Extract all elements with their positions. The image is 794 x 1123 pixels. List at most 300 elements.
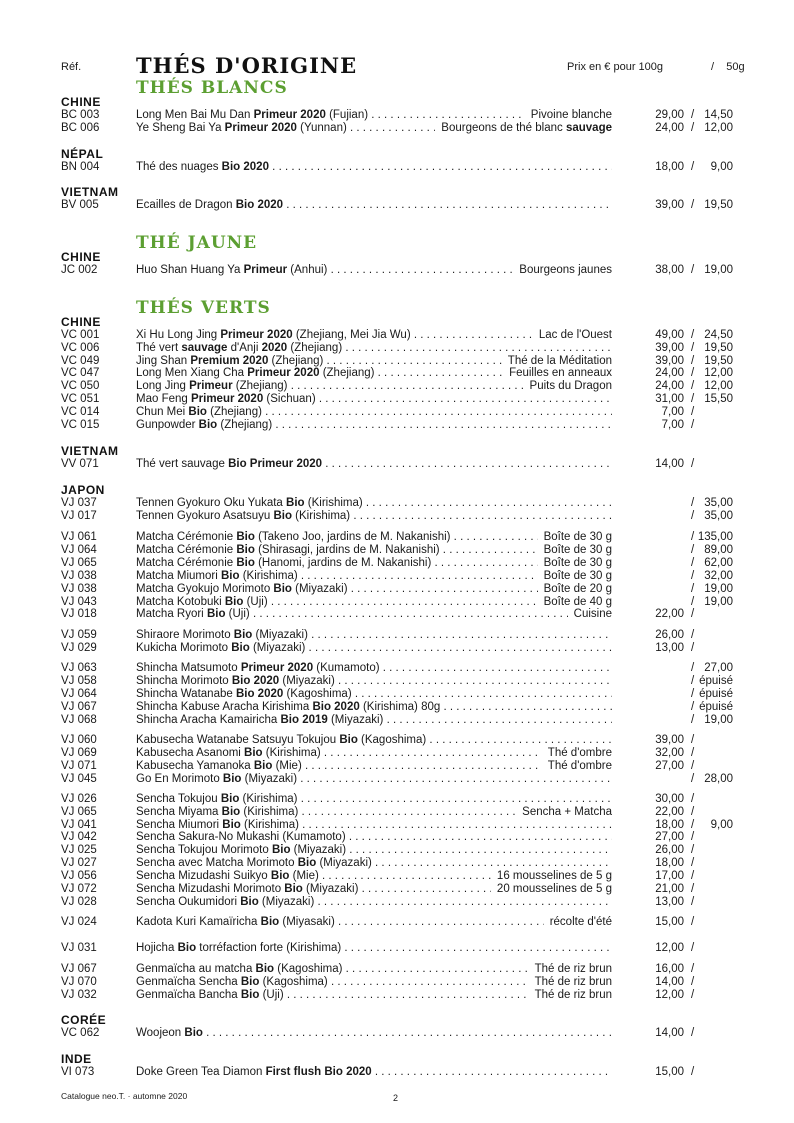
category-title: THÉS BLANCS [136, 78, 288, 98]
tea-name: Genmaïcha Bancha Bio (Uji) . . . [136, 989, 612, 1002]
tea-description: récolte d'été [544, 916, 612, 929]
tea-row [0, 557, 794, 570]
tea-description: Thé d'ombre [542, 760, 612, 773]
price-100g: 22,00 [655, 806, 684, 818]
tea-row [0, 510, 794, 523]
tea-name: Matcha Cérémonie Bio (Shirasagi, jardins de M. Nakanishi) . . . [136, 544, 612, 557]
tea-row [0, 916, 794, 929]
price-column-header [567, 61, 745, 73]
tea-ref-code: VJ 038 [61, 583, 97, 595]
tea-name: Shincha Matsumoto Primeur 2020 (Kumamoto) . . . [136, 662, 612, 675]
price-50g: 35,00 [704, 510, 733, 522]
tea-ref-code: VJ 064 [61, 544, 97, 556]
price-separator: / [691, 714, 695, 726]
tea-name: Shincha Watanabe Bio 2020 (Kagoshima) . . . [136, 688, 612, 701]
tea-name: Thé des nuages Bio 2020 . . . [136, 161, 612, 174]
tea-row [0, 942, 794, 955]
price-50g: 19,00 [704, 583, 733, 595]
tea-name: Sencha Miumori Bio (Kirishima) . . . [136, 819, 612, 832]
price-separator: / [691, 806, 695, 818]
price-50g: 19,00 [704, 714, 733, 726]
price-50g: 19,00 [704, 596, 733, 608]
tea-ref-code: VC 015 [61, 419, 100, 431]
tea-description: Boîte de 20 g [538, 583, 612, 596]
tea-row [0, 989, 794, 1002]
price-50g: 15,50 [704, 393, 733, 405]
tea-ref-code: VJ 069 [61, 747, 97, 759]
price-50g: 35,00 [704, 497, 733, 509]
tea-ref-code: VJ 043 [61, 596, 97, 608]
tea-row [0, 701, 794, 714]
tea-row [0, 380, 794, 393]
price-separator: / [691, 393, 695, 405]
price-50g: 12,00 [704, 367, 733, 379]
price-50g: 19,50 [704, 199, 733, 211]
tea-description: 20 mousselines de 5 g [491, 883, 612, 896]
price-separator: / [691, 793, 695, 805]
price-100g: 38,00 [655, 264, 684, 276]
tea-description: Bourgeons jaunes [513, 264, 612, 277]
tea-ref-code: VJ 032 [61, 989, 97, 1001]
price-separator: / [691, 570, 695, 582]
tea-ref-code: JC 002 [61, 264, 98, 276]
tea-name: Long Men Bai Mu Dan Primeur 2020 (Fujian) . . . [136, 109, 612, 122]
tea-name: Matcha Cérémonie Bio (Takeno Joo, jardins de M. Nakanishi) . . . [136, 531, 612, 544]
tea-name: Chun Mei Bio (Zhejiang) . . . [136, 406, 612, 419]
price-separator: / [691, 199, 695, 211]
price-separator: / [691, 831, 695, 843]
tea-description: Bourgeons de thé blanc sauvage [435, 122, 612, 135]
tea-ref-code: VJ 065 [61, 557, 97, 569]
price-100g: 26,00 [655, 844, 684, 856]
tea-ref-code: VJ 067 [61, 963, 97, 975]
tea-description: Boîte de 30 g [538, 544, 612, 557]
price-100g: 13,00 [655, 642, 684, 654]
tea-ref-code: VC 062 [61, 1027, 100, 1039]
price-separator: / [691, 963, 695, 975]
price-separator: / [691, 122, 695, 134]
price-100g: 24,00 [655, 367, 684, 379]
ref-column-label: Réf. [61, 61, 82, 73]
tea-ref-code: VJ 072 [61, 883, 97, 895]
tea-description: Boîte de 30 g [538, 557, 612, 570]
price-50g: 19,50 [704, 342, 733, 354]
country-heading: CHINE [61, 315, 101, 329]
price-separator: / [691, 264, 695, 276]
tea-name: Thé vert sauvage d'Anji 2020 (Zhejiang) . . . [136, 342, 612, 355]
tea-name: Kabusecha Yamanoka Bio (Mie) . . . [136, 760, 612, 773]
tea-description: Boîte de 30 g [538, 531, 612, 544]
price-separator: / [691, 419, 695, 431]
tea-row [0, 883, 794, 896]
tea-ref-code: VJ 028 [61, 896, 97, 908]
tea-ref-code: VV 071 [61, 458, 99, 470]
tea-name: Matcha Miumori Bio (Kirishima) . . . [136, 570, 612, 583]
tea-name: Sencha Oukumidori Bio (Miyazaki) . . . [136, 896, 612, 909]
tea-row [0, 544, 794, 557]
price-separator: / [691, 329, 695, 341]
price-separator: / [691, 773, 695, 785]
tea-row [0, 1027, 794, 1040]
price-50g: 24,50 [704, 329, 733, 341]
tea-row [0, 161, 794, 174]
tea-ref-code: BV 005 [61, 199, 99, 211]
tea-ref-code: VC 047 [61, 367, 100, 379]
tea-description: Boîte de 40 g [538, 596, 612, 609]
tea-ref-code: VJ 026 [61, 793, 97, 805]
tea-row [0, 1066, 794, 1079]
tea-name: Genmaïcha au matcha Bio (Kagoshima) . . . [136, 963, 612, 976]
price-100g: 39,00 [655, 734, 684, 746]
tea-name: Huo Shan Huang Ya Primeur (Anhui) . . . [136, 264, 612, 277]
price-100g: 16,00 [655, 963, 684, 975]
tea-ref-code: VJ 024 [61, 916, 97, 928]
tea-row [0, 458, 794, 471]
tea-name: Kadota Kuri Kamaïricha Bio (Miyasaki) . . . [136, 916, 612, 929]
tea-ref-code: VJ 029 [61, 642, 97, 654]
tea-ref-code: VI 073 [61, 1066, 95, 1078]
tea-ref-code: VJ 063 [61, 662, 97, 674]
price-50g: épuisé [699, 688, 733, 700]
category-title: THÉS VERTS [136, 298, 271, 318]
tea-description: Pivoine blanche [525, 109, 612, 122]
price-separator: / [691, 896, 695, 908]
tea-name: Woojeon Bio . . . [136, 1027, 612, 1040]
page-number: 2 [393, 1093, 399, 1103]
tea-name: Kabusecha Asanomi Bio (Kirishima) . . . [136, 747, 612, 760]
tea-row [0, 367, 794, 380]
tea-name: Shincha Aracha Kamairicha Bio 2019 (Miyazaki) . . . [136, 714, 612, 727]
tea-ref-code: VJ 067 [61, 701, 97, 713]
tea-name: Shiraore Morimoto Bio (Miyazaki) . . . [136, 629, 612, 642]
tea-ref-code: VC 014 [61, 406, 100, 418]
tea-ref-code: BC 006 [61, 122, 100, 134]
tea-row [0, 662, 794, 675]
tea-name: Écailles de Dragon Bio 2020 . . . [136, 199, 612, 212]
tea-name: Genmaïcha Sencha Bio (Kagoshima) . . . [136, 976, 612, 989]
price-100g: 7,00 [661, 419, 684, 431]
tea-row [0, 976, 794, 989]
tea-row [0, 844, 794, 857]
tea-ref-code: VJ 070 [61, 976, 97, 988]
tea-row [0, 688, 794, 701]
tea-description: Sencha + Matcha [516, 806, 612, 819]
tea-ref-code: VJ 038 [61, 570, 97, 582]
tea-name: Go En Morimoto Bio (Miyazaki) . . . [136, 773, 612, 786]
price-50g: 28,00 [704, 773, 733, 785]
tea-name: Doke Green Tea Diamon First flush Bio 2020 . . . [136, 1066, 612, 1079]
price-100g: 32,00 [655, 747, 684, 759]
tea-ref-code: VJ 068 [61, 714, 97, 726]
tea-row [0, 714, 794, 727]
price-separator: / [691, 355, 695, 367]
tea-row [0, 629, 794, 642]
tea-row [0, 329, 794, 342]
tea-row [0, 342, 794, 355]
price-100g: 18,00 [655, 819, 684, 831]
tea-ref-code: VJ 061 [61, 531, 97, 543]
price-separator: / [691, 557, 695, 569]
price-100g: 13,00 [655, 896, 684, 908]
price-separator: / [691, 544, 695, 556]
tea-row [0, 419, 794, 432]
price-50g: 9,00 [710, 819, 733, 831]
tea-name: Shincha Kabuse Aracha Kirishima Bio 2020 (Kirishima) 80g . . . [136, 701, 612, 714]
tea-row [0, 870, 794, 883]
price-separator: / [691, 976, 695, 988]
tea-ref-code: VJ 056 [61, 870, 97, 882]
tea-ref-code: VC 006 [61, 342, 100, 354]
tea-row [0, 497, 794, 510]
country-heading: CHINE [61, 250, 101, 264]
price-separator: / [691, 367, 695, 379]
tea-name: Sencha avec Matcha Morimoto Bio (Miyazaki) . . . [136, 857, 612, 870]
country-heading: NÉPAL [61, 147, 104, 161]
tea-ref-code: VC 049 [61, 355, 100, 367]
price-100g: 29,00 [655, 109, 684, 121]
price-separator: / [691, 583, 695, 595]
price-separator: / [691, 1066, 695, 1078]
tea-row [0, 806, 794, 819]
price-separator: / [691, 883, 695, 895]
tea-row [0, 857, 794, 870]
price-100g: 24,00 [655, 380, 684, 392]
tea-ref-code: VJ 017 [61, 510, 97, 522]
price-separator: / [691, 161, 695, 173]
tea-name: Sencha Tokujou Morimoto Bio (Miyazaki) . . . [136, 844, 612, 857]
price-separator: / [691, 406, 695, 418]
price-100g-label: Prix en € pour 100g [567, 61, 664, 73]
price-50g: 89,00 [704, 544, 733, 556]
price-separator: / [691, 747, 695, 759]
price-100g: 14,00 [655, 458, 684, 470]
price-header-separator: / [711, 61, 715, 73]
tea-row [0, 793, 794, 806]
price-50g-label: 50g [726, 61, 745, 73]
price-100g: 21,00 [655, 883, 684, 895]
price-separator: / [691, 342, 695, 354]
tea-ref-code: VC 050 [61, 380, 100, 392]
tea-ref-code: VJ 071 [61, 760, 97, 772]
tea-row [0, 406, 794, 419]
tea-row [0, 109, 794, 122]
tea-description: Thé de riz brun [529, 976, 612, 989]
catalogue-footer: Catalogue neo.T. · automne 2020 [61, 1091, 188, 1101]
price-separator: / [691, 870, 695, 882]
tea-name: Sencha Mizudashi Morimoto Bio (Miyazaki) . . . [136, 883, 612, 896]
tea-name: Matcha Gyokujo Morimoto Bio (Miyazaki) . . . [136, 583, 612, 596]
price-50g: 9,00 [710, 161, 733, 173]
tea-description: Thé de la Méditation [502, 355, 612, 368]
price-50g: 19,50 [704, 355, 733, 367]
price-separator: / [691, 662, 695, 674]
price-100g: 15,00 [655, 916, 684, 928]
tea-name: Tennen Gyokuro Asatsuyu Bio (Kirishima) . . . [136, 510, 612, 523]
tea-name: Mao Feng Primeur 2020 (Sichuan) . . . [136, 393, 612, 406]
tea-name: Long Jing Primeur (Zhejiang) . . . [136, 380, 612, 393]
tea-description: Feuilles en anneaux [503, 367, 612, 380]
country-heading: VIETNAM [61, 444, 119, 458]
tea-ref-code: VJ 025 [61, 844, 97, 856]
price-separator: / [691, 916, 695, 928]
price-100g: 15,00 [655, 1066, 684, 1078]
tea-ref-code: VJ 018 [61, 608, 97, 620]
country-heading: CHINE [61, 95, 101, 109]
price-separator: / [691, 458, 695, 470]
tea-name: Long Men Xiang Cha Primeur 2020 (Zhejiang) . . . [136, 367, 612, 380]
tea-ref-code: BN 004 [61, 161, 100, 173]
tea-name: Sencha Miyama Bio (Kirishima) . . . [136, 806, 612, 819]
country-heading: JAPON [61, 483, 105, 497]
tea-row [0, 747, 794, 760]
tea-row [0, 896, 794, 909]
tea-row [0, 531, 794, 544]
tea-ref-code: VJ 058 [61, 675, 97, 687]
price-50g-header [711, 61, 745, 73]
tea-name: Sencha Sakura-No Mukashi (Kumamoto) . . . [136, 831, 612, 844]
tea-ref-code: VC 051 [61, 393, 100, 405]
tea-row [0, 199, 794, 212]
price-separator: / [691, 701, 695, 713]
country-heading: VIETNAM [61, 185, 119, 199]
tea-name: Hojicha Bio torréfaction forte (Kirishima) . . . [136, 942, 612, 955]
price-separator: / [691, 688, 695, 700]
tea-description: Thé d'ombre [542, 747, 612, 760]
tea-ref-code: VJ 065 [61, 806, 97, 818]
tea-row [0, 963, 794, 976]
price-100g: 27,00 [655, 831, 684, 843]
tea-ref-code: VJ 045 [61, 773, 97, 785]
price-separator: / [691, 608, 695, 620]
tea-row [0, 642, 794, 655]
price-100g: 12,00 [655, 989, 684, 1001]
price-50g: 32,00 [704, 570, 733, 582]
page-title: THÉS D'ORIGINE [136, 53, 358, 78]
tea-ref-code: VJ 064 [61, 688, 97, 700]
price-50g: épuisé [699, 701, 733, 713]
tea-name: Ye Sheng Bai Ya Primeur 2020 (Yunnan) . . . [136, 122, 612, 135]
tea-name: Sencha Tokujou Bio (Kirishima) . . . [136, 793, 612, 806]
tea-row [0, 760, 794, 773]
tea-name: Kukicha Morimoto Bio (Miyazaki) . . . [136, 642, 612, 655]
price-separator: / [691, 497, 695, 509]
tea-row [0, 831, 794, 844]
tea-ref-code: VJ 041 [61, 819, 97, 831]
price-separator: / [691, 675, 695, 687]
tea-row [0, 570, 794, 583]
tea-name: Gunpowder Bio (Zhejiang) . . . [136, 419, 612, 432]
tea-name: Matcha Cérémonie Bio (Hanomi, jardins de M. Nakanishi) . . . [136, 557, 612, 570]
tea-row [0, 122, 794, 135]
price-separator: / [691, 989, 695, 1001]
tea-row [0, 393, 794, 406]
price-separator: / [691, 857, 695, 869]
price-separator: / [691, 844, 695, 856]
price-separator: / [691, 510, 695, 522]
price-separator: / [691, 531, 695, 543]
price-100g: 30,00 [655, 793, 684, 805]
price-separator: / [691, 380, 695, 392]
tea-ref-code: VJ 031 [61, 942, 97, 954]
tea-name: Thé vert sauvage Bio Primeur 2020 . . . [136, 458, 612, 471]
price-50g: 12,00 [704, 122, 733, 134]
price-separator: / [691, 819, 695, 831]
price-separator: / [691, 942, 695, 954]
country-heading: INDE [61, 1052, 92, 1066]
price-100g: 14,00 [655, 976, 684, 988]
tea-description: Lac de l'Ouest [533, 329, 612, 342]
tea-ref-code: VJ 037 [61, 497, 97, 509]
price-separator: / [691, 109, 695, 121]
tea-name: Sencha Mizudashi Suikyo Bio (Mie) . . . [136, 870, 612, 883]
country-heading: CORÉE [61, 1013, 107, 1027]
tea-row [0, 773, 794, 786]
tea-description: 16 mousselines de 5 g [491, 870, 612, 883]
price-100g: 26,00 [655, 629, 684, 641]
tea-ref-code: VJ 059 [61, 629, 97, 641]
price-50g: 135,00 [697, 531, 733, 543]
price-50g: épuisé [699, 675, 733, 687]
price-100g: 22,00 [655, 608, 684, 620]
price-100g: 39,00 [655, 355, 684, 367]
price-50g: 62,00 [704, 557, 733, 569]
price-separator: / [691, 1027, 695, 1039]
tea-row [0, 264, 794, 277]
price-separator: / [691, 596, 695, 608]
tea-name: Xi Hu Long Jing Primeur 2020 (Zhejiang, Mei Jia Wu) . . . [136, 329, 612, 342]
tea-name: Jing Shan Premium 2020 (Zhejiang) . . . [136, 355, 612, 368]
price-separator: / [691, 734, 695, 746]
tea-name: Shincha Morimoto Bio 2020 (Miyazaki) . . . [136, 675, 612, 688]
price-100g: 12,00 [655, 942, 684, 954]
tea-description: Puits du Dragon [524, 380, 612, 393]
price-100g: 18,00 [655, 857, 684, 869]
tea-row [0, 583, 794, 596]
tea-description: Cuisine [568, 608, 612, 621]
tea-row [0, 675, 794, 688]
tea-name: Kabusecha Watanabe Satsuyu Tokujou Bio (Kagoshima) . . . [136, 734, 612, 747]
price-100g: 14,00 [655, 1027, 684, 1039]
tea-name: Tennen Gyokuro Oku Yukata Bio (Kirishima) . . . [136, 497, 612, 510]
price-separator: / [691, 642, 695, 654]
price-100g: 24,00 [655, 122, 684, 134]
category-title: THÉ JAUNE [136, 233, 258, 253]
price-100g: 27,00 [655, 760, 684, 772]
price-50g: 12,00 [704, 380, 733, 392]
tea-description: Thé de riz brun [529, 963, 612, 976]
tea-ref-code: BC 003 [61, 109, 100, 121]
tea-description: Boîte de 30 g [538, 570, 612, 583]
price-50g: 14,50 [704, 109, 733, 121]
tea-row [0, 734, 794, 747]
price-100g: 7,00 [661, 406, 684, 418]
tea-ref-code: VJ 027 [61, 857, 97, 869]
price-100g: 17,00 [655, 870, 684, 882]
price-100g: 18,00 [655, 161, 684, 173]
price-100g: 39,00 [655, 342, 684, 354]
price-separator: / [691, 760, 695, 772]
price-50g: 19,00 [704, 264, 733, 276]
tea-name: Matcha Kotobuki Bio (Uji) . . . [136, 596, 612, 609]
price-100g: 31,00 [655, 393, 684, 405]
tea-ref-code: VC 001 [61, 329, 100, 341]
price-separator: / [691, 629, 695, 641]
tea-row [0, 608, 794, 621]
tea-ref-code: VJ 060 [61, 734, 97, 746]
tea-description: Thé de riz brun [529, 989, 612, 1002]
price-50g: 27,00 [704, 662, 733, 674]
tea-name: Matcha Ryori Bio (Uji) . . . [136, 608, 612, 621]
